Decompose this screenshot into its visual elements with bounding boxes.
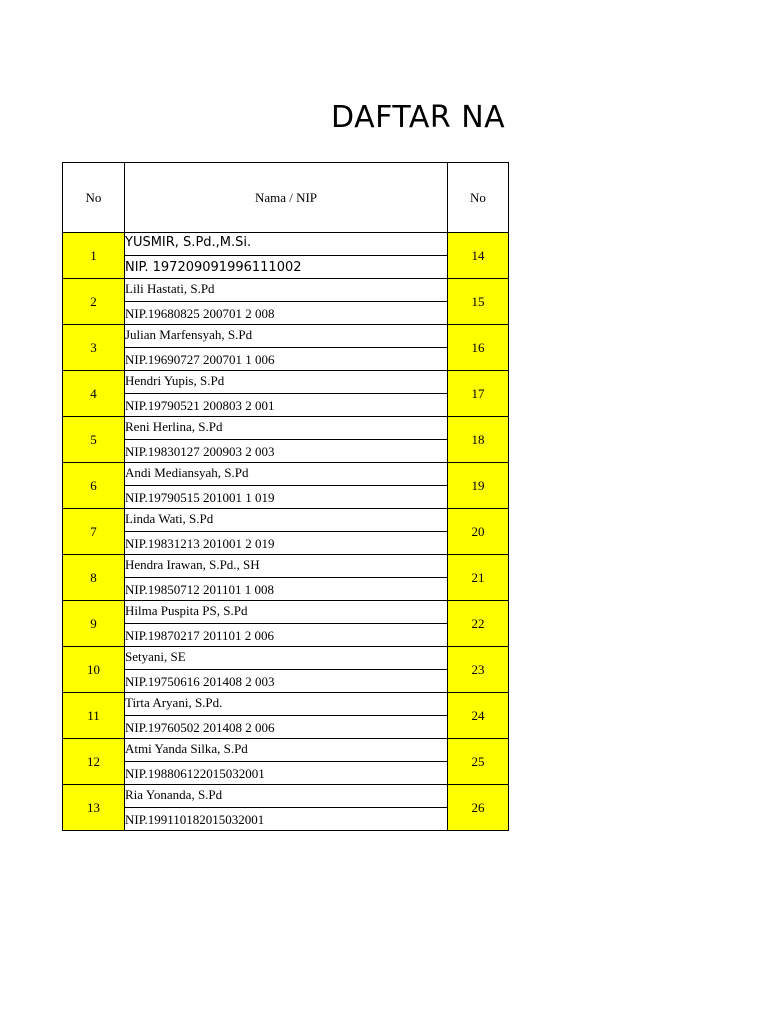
employee-nip: NIP.198806122015032001 <box>125 762 448 785</box>
table-row <box>63 394 509 417</box>
employee-nip: NIP.19830127 200903 2 003 <box>125 440 448 463</box>
row-number-right: 23 <box>448 647 509 693</box>
table-row <box>63 670 509 693</box>
row-number: 11 <box>63 693 125 739</box>
table-row <box>63 348 509 371</box>
table-row <box>63 532 509 555</box>
table-row <box>63 463 509 486</box>
row-number: 10 <box>63 647 125 693</box>
table-row <box>63 578 509 601</box>
employee-nip: NIP.19790521 200803 2 001 <box>125 394 448 417</box>
employee-name: Lili Hastati, S.Pd <box>125 279 448 302</box>
employee-name: Hendra Irawan, S.Pd., SH <box>125 555 448 578</box>
table-row <box>63 486 509 509</box>
employee-nip: NIP.19870217 201101 2 006 <box>125 624 448 647</box>
employee-name: Linda Wati, S.Pd <box>125 509 448 532</box>
row-number-right: 26 <box>448 785 509 831</box>
employee-nip: NIP.19790515 201001 1 019 <box>125 486 448 509</box>
row-number-right: 17 <box>448 371 509 417</box>
header-no: No <box>63 163 125 233</box>
table-row <box>63 279 509 302</box>
row-number: 6 <box>63 463 125 509</box>
table-row <box>63 785 509 808</box>
employee-name: Julian Marfensyah, S.Pd <box>125 325 448 348</box>
table-row <box>63 716 509 739</box>
table-row <box>63 325 509 348</box>
table-row <box>63 647 509 670</box>
row-number-right: 21 <box>448 555 509 601</box>
table-row <box>63 555 509 578</box>
row-number-right: 25 <box>448 739 509 785</box>
employee-name: YUSMIR, S.Pd.,M.Si. <box>125 233 448 256</box>
employee-nip: NIP.19850712 201101 1 008 <box>125 578 448 601</box>
page-title: DAFTAR NA <box>331 100 506 135</box>
employee-nip: NIP. 197209091996111002 <box>125 256 448 279</box>
employee-name: Hilma Puspita PS, S.Pd <box>125 601 448 624</box>
row-number: 1 <box>63 233 125 279</box>
header-nama-nip: Nama / NIP <box>125 163 448 233</box>
row-number: 5 <box>63 417 125 463</box>
row-number-right: 16 <box>448 325 509 371</box>
table-row <box>63 693 509 716</box>
table-row <box>63 601 509 624</box>
table-row <box>63 371 509 394</box>
row-number: 13 <box>63 785 125 831</box>
table-row <box>63 808 509 831</box>
staff-table <box>62 162 509 831</box>
row-number: 2 <box>63 279 125 325</box>
employee-nip: NIP.19690727 200701 1 006 <box>125 348 448 371</box>
row-number: 3 <box>63 325 125 371</box>
table-row <box>63 302 509 325</box>
employee-nip: NIP.19831213 201001 2 019 <box>125 532 448 555</box>
table-row <box>63 256 509 279</box>
table-body <box>63 233 509 831</box>
employee-name: Andi Mediansyah, S.Pd <box>125 463 448 486</box>
table-row <box>63 624 509 647</box>
employee-nip: NIP.19760502 201408 2 006 <box>125 716 448 739</box>
header-no-right: No <box>448 163 509 233</box>
employee-nip: NIP.19750616 201408 2 003 <box>125 670 448 693</box>
table-row <box>63 509 509 532</box>
table-row <box>63 417 509 440</box>
table-header-row <box>63 163 509 233</box>
row-number-right: 14 <box>448 233 509 279</box>
table-row <box>63 440 509 463</box>
employee-name: Setyani, SE <box>125 647 448 670</box>
row-number-right: 22 <box>448 601 509 647</box>
row-number-right: 24 <box>448 693 509 739</box>
table-row <box>63 762 509 785</box>
row-number-right: 20 <box>448 509 509 555</box>
row-number: 7 <box>63 509 125 555</box>
employee-name: Atmi Yanda Silka, S.Pd <box>125 739 448 762</box>
employee-name: Ria Yonanda, S.Pd <box>125 785 448 808</box>
row-number-right: 19 <box>448 463 509 509</box>
row-number-right: 18 <box>448 417 509 463</box>
table-row <box>63 233 509 256</box>
employee-nip: NIP.19680825 200701 2 008 <box>125 302 448 325</box>
table-row <box>63 739 509 762</box>
row-number: 8 <box>63 555 125 601</box>
employee-name: Reni Herlina, S.Pd <box>125 417 448 440</box>
row-number: 9 <box>63 601 125 647</box>
row-number-right: 15 <box>448 279 509 325</box>
employee-name: Hendri Yupis, S.Pd <box>125 371 448 394</box>
employee-nip: NIP.199110182015032001 <box>125 808 448 831</box>
row-number: 12 <box>63 739 125 785</box>
row-number: 4 <box>63 371 125 417</box>
employee-name: Tirta Aryani, S.Pd. <box>125 693 448 716</box>
